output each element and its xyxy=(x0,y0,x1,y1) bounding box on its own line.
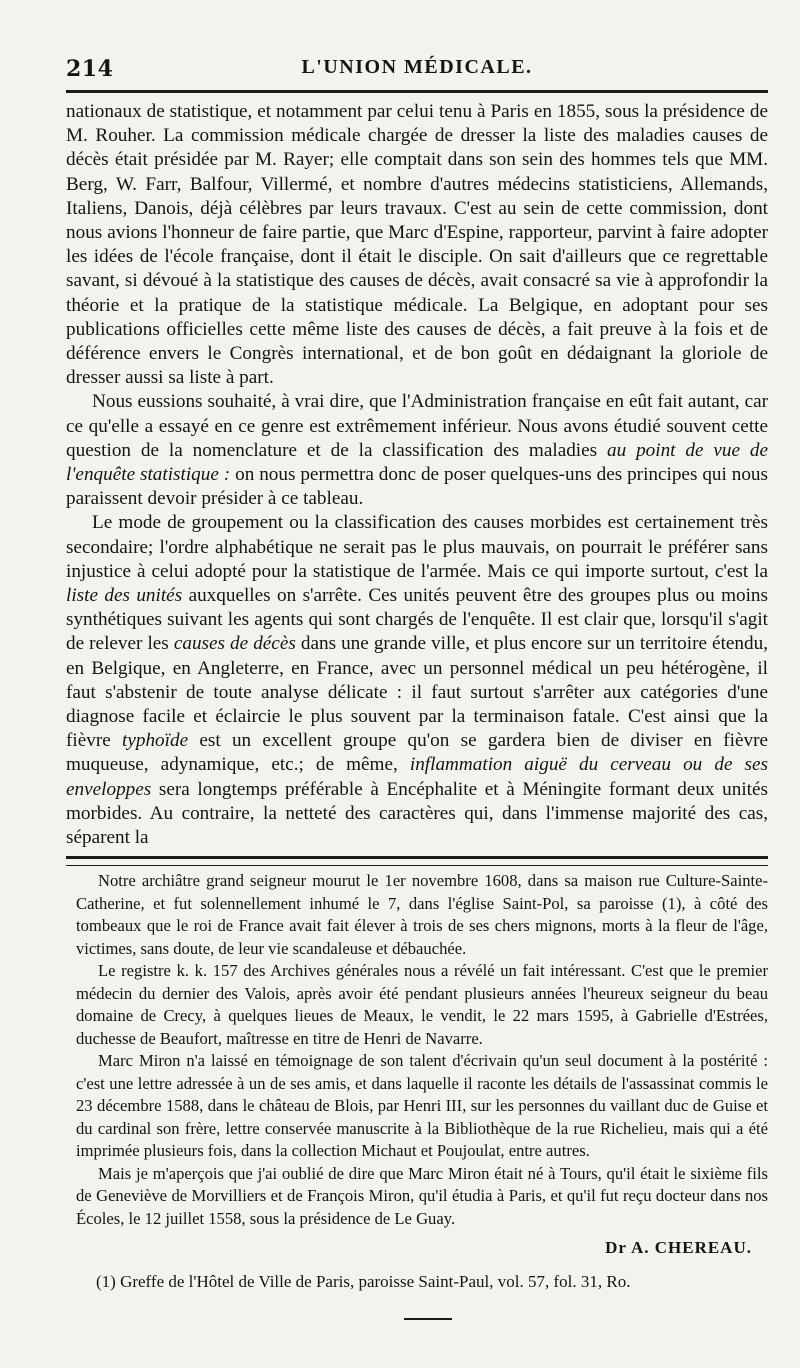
text-run: Nous eussions souhaité, à vrai dire, que l'Administration française en eût fait autant, car ce qu'elle a essayé en ce genre est extrêmement inférieur. Nous avons étudié souvent cette question de la nomenclature et de la classification des maladies xyxy=(66,391,768,461)
note-paragraph-3: Marc Miron n'a laissé en témoignage de son talent d'écrivain qu'un seul document à la postérité : c'est une lettre adressée à un de ses amis, et dans laquelle il raconte les détails de l'assassinat commis le 23 décembre 1588, dans le château de Blois, par Henri III, sur les personnes du vaillant duc de Guise et du cardinal son frère, lettre conservée manuscrite à la Bibliothèque de la rue Richelieu, mais qui a été imprimée plusieurs fois, dans la collection Michaut et Poujoulat, entre autres. xyxy=(76,1051,768,1160)
page-number: 214 xyxy=(66,56,114,82)
italic-run: typhoïde xyxy=(122,730,189,752)
feuilleton-text xyxy=(76,870,768,1230)
italic-run: au point de vue de l'enquête statistique : xyxy=(66,439,768,486)
note-paragraph-1: Notre archiâtre grand seigneur mourut le 1er novembre 1608, dans sa maison rue Culture-Sainte-Catherine, et fut solennellement inhumé le 7, dans l'église Saint-Pol, sa paroisse (1), à côté des tombeaux que le roi de France avait fait élever à trois de ses chers mignons, morts à la fleur de l'âge, victimes, sans doute, de leur vie scandaleuse et débauchée. xyxy=(76,871,768,958)
note-paragraph-4: Mais je m'aperçois que j'ai oublié de dire que Marc Miron était né à Tours, qu'il était le sixième fils de Geneviève de Morvilliers et de François Miron, qu'il étudia à Paris, et qu'il fut reçu docteur dans nos Écoles, le 12 juillet 1558, sous la présidence de Le Guay. xyxy=(76,1163,768,1228)
author-signature: Dr A. CHEREAU. xyxy=(605,1238,752,1257)
text-run: dans une grande ville, et plus encore sur un territoire étendu, en Belgique, en Angleterre, en France, avec un personnel médical un peu hétérogène, il faut s'abstenir de toute analyse délicate : il faut surtout s'arrêter aux catégories d'une diagnose facile et éclaircie le plus souvent par la terminaison fatale. C'est ainsi que la fièvre xyxy=(66,633,768,752)
text-run: on nous permettra donc de poser quelques-uns des principes qui nous paraissent devoir présider à ce tableau. xyxy=(66,464,768,510)
paragraph-1: nationaux de statistique, et notamment par celui tenu à Paris en 1855, sous la présidence de M. Rouher. La commission médicale chargée de dresser la liste des maladies causes de décès était présidée par M. Rayer; elle comptait dans son sein des hommes tels que MM. Berg, W. Farr, Balfour, Villermé, et nombre d'autres médecins statisticiens, Allemands, Italiens, Danois, déjà célèbres par leurs travaux. C'est au sein de cette commission, dont nous avions l'honneur de faire partie, que Marc d'Espine, rapporteur, parvint à faire adopter les idées de l'école française, dont il était le disciple. On sait d'ailleurs que ce regrettable savant, si dévoué à la statistique des causes de décès, avait consacré sa vie à approfondir la théorie et la pratique de la statistique médicale. La Belgique, en adoptant pour ses publications officielles cette même liste des causes de décès, a fait preuve à la fois et de déférence envers le Congrès international, et de bon goût en dédaignant la gloriole de dresser aussi sa liste à part. xyxy=(66,101,768,389)
running-title: L'UNION MÉDICALE. xyxy=(301,56,533,78)
text-run: est un excellent groupe qu'on se gardera bien de diviser en fièvre muqueuse, adynamique, etc.; de même, xyxy=(66,730,768,776)
section-double-rule xyxy=(66,856,768,866)
main-text xyxy=(66,100,768,850)
text-run: sera longtemps préférable à Encéphalite et à Méningite formant deux unités morbides. Au contraire, la netteté des caractères qui, dans l'immense majorité des cas, séparent la xyxy=(66,778,768,849)
footnote: (1) Greffe de l'Hôtel de Ville de Paris, paroisse Saint-Paul, vol. 57, fol. 31, Ro. xyxy=(96,1272,631,1291)
text-run: Le mode de groupement ou la classification des causes morbides est certainement très secondaire; l'ordre alphabétique ne serait pas le plus mauvais, on pourrait le préférer sans injustice à celui adopté pour la statistique de l'armée. Mais ce qui importe surtout, c'est la xyxy=(66,512,768,582)
italic-run: inflammation aiguë du cerveau ou de ses enveloppes xyxy=(66,754,768,800)
paragraph-2 xyxy=(66,390,768,511)
note-paragraph-2: Le registre k. k. 157 des Archives générales nous a révélé un fait intéressant. C'est que le premier médecin du dernier des Valois, après avoir été pendant plusieurs années l'heureux seigneur du beau domaine de Crecy, à quelques lieues de Meaux, le vendit, le 22 mars 1595, à Gabrielle d'Estrées, duchesse de Beaufort, maîtresse en titre de Henri de Navarre. xyxy=(76,961,768,1048)
italic-run: liste des unités xyxy=(66,585,183,607)
paragraph-3 xyxy=(66,511,768,850)
end-rule xyxy=(404,1318,452,1320)
italic-run: causes de décès xyxy=(173,633,296,655)
page-header xyxy=(66,56,768,86)
text-run: auxquelles on s'arrête. Ces unités peuvent être des groupes plus ou moins synthétiques suivant les agents qui sont chargés de l'enquête. Il est clair que, lorsqu'il s'agit de relever les xyxy=(66,585,768,655)
header-rule xyxy=(66,90,768,93)
